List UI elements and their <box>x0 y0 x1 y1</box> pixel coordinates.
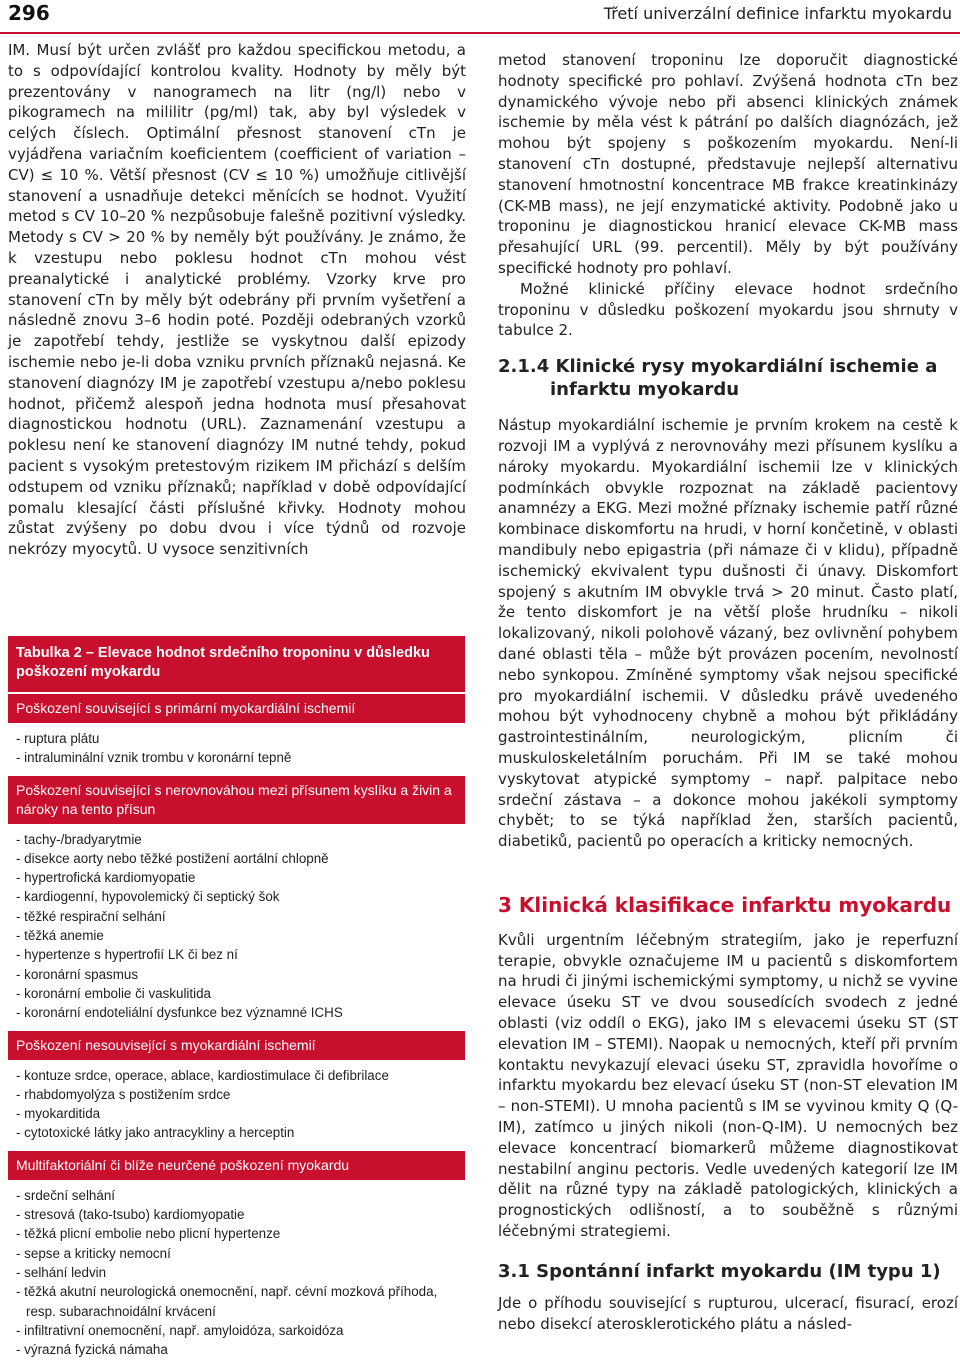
list-item: - selhání ledvin <box>16 1264 107 1280</box>
table-title: Tabulka 2 – Elevace hodnot srdečního troponinu v důsledku poškození myokardu <box>8 636 465 692</box>
right-column <box>498 50 958 1334</box>
list-item: - těžké respirační selhání <box>16 908 166 924</box>
list-item: - těžká plicní embolie nebo plicní hypertenze <box>16 1226 281 1242</box>
list-item: - těžká anemie <box>16 928 104 944</box>
table-section-list <box>8 723 465 774</box>
chapter-heading-3: 3 Klinická klasifikace infarktu myokardu <box>498 892 952 917</box>
header-rule <box>0 32 960 34</box>
left-column <box>8 40 466 560</box>
list-item: - kontuze srdce, operace, ablace, kardiostimulace či defibrilace <box>16 1067 389 1083</box>
list-item: - výrazná fyzická námaha <box>16 1342 168 1358</box>
table-section-heading: Poškození související s nerovnováhou mezi přísunem kyslíku a živin a nároky na tento přísun <box>8 774 465 824</box>
table-section-heading: Multifaktoriální či blíže neurčené poškození myokardu <box>8 1149 465 1180</box>
table-section-list <box>8 824 465 1029</box>
list-item: - koronární spasmus <box>16 966 139 982</box>
list-item: - infiltrativní onemocnění, např. amyloidóza, sarkoidóza <box>16 1322 344 1338</box>
list-item: - intraluminální vznik trombu v koronární tepně <box>16 750 292 766</box>
list-item: - hypertrofická kardiomyopatie <box>16 870 196 886</box>
list-item: - kardiogenní, hypovolemický či septický šok <box>16 889 280 905</box>
table-section-list <box>8 1060 465 1149</box>
table-section-heading: Poškození související s primární myokardiální ischemií <box>8 692 465 723</box>
body-paragraph: Jde o příhodu související s rupturou, ulcerací, fisurací, erozí nebo disekcí aterosklerotického plátu a násled- <box>498 1293 958 1333</box>
body-paragraph: Nástup myokardiální ischemie je prvním krokem na cestě k rozvoji IM a vyplývá z nerovnováhy mezi přísunem kyslíku a nároky myokardu. Myokardiální ischemii lze v klinických podmínkách obvykle rozpoznat na základě pacientovy anamnézy a EKG. Mezi možné příznaky ischemie patří různé kombinace diskomfortu na hrudi, v horní končetině, v oblasti mandibuly nebo epigastria (při námaze či v klidu), případně ischemický ekvivalent typu dušnosti či únavy. Diskomfort spojený s akutním IM obvykle trvá > 20 minut. Často platí, že tento diskomfort je na větší ploše hrudníku – nikoli lokalizovaný, nikoli polohově vázaný, bez ovlivnění pohybem dané oblasti těla – může být provázen pocením, nevolností nebo synkopou. Zmíněné symptomy však nejsou specifické pro myokardiální ischemii. V důsledku právě uvedeného mohou být vyhodnoceny chybně a mohou být přikládány gastrointestinálním, neurologickým, plicním či muskuloskeletálním poruchám. Při IM se také mohou vyskytovat atypické symptomy – např. palpitace nebo srdeční zástava – a dokonce mohou jakékoli symptomy chybět; to se týká například žen, starších pacientů, diabetiků, pacientů po operacích a kriticky nemocných. <box>498 416 958 851</box>
section-heading-3-1: 3.1 Spontánní infarkt myokardu (IM typu 1) <box>498 1260 941 1282</box>
page-number: 296 <box>8 1 50 25</box>
list-item: - myokarditida <box>16 1106 101 1122</box>
body-paragraph: Možné klinické příčiny elevace hodnot srdečního troponinu v důsledku poškození myokardu jsou shrnuty v tabulce 2. <box>498 279 958 340</box>
list-item: - koronární endoteliální dysfunkce bez významné ICHS <box>16 1005 343 1021</box>
list-item: - tachy-/bradyarytmie <box>16 831 142 847</box>
list-item: - stresová (tako-tsubo) kardiomyopatie <box>16 1207 245 1223</box>
list-item: - srdeční selhání <box>16 1187 115 1203</box>
list-item: - těžká akutní neurologická onemocnění, např. cévní mozková příhoda, resp. subarachnoidální krvácení <box>16 1284 438 1319</box>
list-item: - cytotoxické látky jako antracykliny a herceptin <box>16 1125 295 1141</box>
list-item: - koronární embolie či vaskulitida <box>16 985 211 1001</box>
list-item: - rhabdomyolýza s postižením srdce <box>16 1086 231 1102</box>
table-section-list <box>8 1180 465 1366</box>
list-item: - ruptura plátu <box>16 731 100 746</box>
body-paragraph: metod stanovení troponinu lze doporučit diagnostické hodnoty specifické pro pohlaví. Zvýšená hodnota cTn bez dynamického vývoje nebo při absenci klinických známek ischemie by měla vést k pátrání po dalších diagnózách, jež mohou být spojeny s poškozením myokardu. Není-li stanovení cTn dostupné, představuje nejlepší alternativu stanovení hmotnostní koncentrace MB frakce kreatinkinázy (CK-MB mass), ne její enzymatické aktivity. Podobně jako u troponinu je diagnostickou hranicí elevace CK-MB mass přesahující URL (99. percentil). Měly by být používány specifické hodnoty pro pohlaví. <box>498 51 958 277</box>
list-item: - disekce aorty nebo těžké postižení aortální chlopně <box>16 850 329 866</box>
body-paragraph: Kvůli urgentním léčebným strategiím, jako je reperfuzní terapie, obvykle označujeme IM u pacientů s diskomfortem na hrudi či jinými ischemickými symptomy, u nichž se vyvine elevace úseku ST ve dvou sousedících svodech z jedné oblasti (viz oddíl o EKG), jako IM s elevacemi úseku ST (ST elevation IM – STEMI). Naopak u nemocných, kteří při prvním kontaktu nevykazují elevaci úseku ST, zpravidla hovoříme o infarktu myokardu bez elevací úseku ST (non-ST elevation IM – non-STEMI). U mnoha pacientů s IM se vyvinou kmity Q (Q-IM), zatímco u jiných nikoli (non-Q-IM). U nemocných bez elevace koncentrací biomarkerů můžeme diagnostikovat nestabilní anginu pectoris. Vedle uvedených kategorií lze IM dělit na různé typy na základě patologických, klinických a prognostických odlišností, a to souběžně s různými léčebnými strategiemi. <box>498 930 958 1241</box>
table-section-heading: Poškození nesouvisející s myokardiální ischemií <box>8 1029 465 1060</box>
table-2 <box>8 636 465 1365</box>
list-item: - hypertenze s hypertrofií LK či bez ní <box>16 947 238 963</box>
list-item: - sepse a kriticky nemocní <box>16 1245 171 1261</box>
page-header <box>0 0 960 34</box>
body-paragraph: IM. Musí být určen zvlášť pro každou specifickou metodu, a to s odpovídající kontrolou kvality. Hodnoty by měly být prezentovány v nanogramech na litr (ng/l) nebo v pikogramech na mililitr (pg/ml) tak, aby byl výsledek v celých číslech. Optimální přesnost stanovení cTn je vyjádřena variačním koeficientem (coefficient of variation – CV) ≤ 10 %. Větší přesnost (CV ≤ 10 %) umožňuje citlivější stanovení a usnadňuje detekci měnících se hodnot. Využití metod s CV 10–20 % nezpůsobuje falešně pozitivní výsledky. Metody s CV > 20 % by neměly být používány. Je známo, že k vzestupu nebo poklesu hodnot cTn mohou vést preanalytické i analytické problémy. Vzorky krve pro stanovení cTn by měly být odebrány při prvním vyšetření a následně znovu 3–6 hodin poté. Později odebraných vzorků je zapotřebí tehdy, jestliže se vyskytnou další epizody ischemie nebo je-li doba vzniku prvních příznaků nejasná. Ke stanovení diagnózy IM je zapotřebí vzestupu a/nebo poklesu hodnot, přičemž alespoň jedna hodnota musí přesahovat diagnostickou hodnotu (URL). Zaznamenání vzestupu a poklesu není ke stanovení diagnózy IM nutné tehdy, pokud pacient s vysokým pretestovým rizikem IM přichází s delším odstupem od vzniku příznaků; například v době odpovídající pomalu klesající části příslušné křivky. Hodnoty mohou zůstat zvýšeny po dobu dvou i více týdnů od rozvoje nekrózy myocytů. U vysoce senzitivních <box>8 41 466 559</box>
section-heading-2-1-4: 2.1.4 Klinické rysy myokardiální ischemie a infarktu myokardu <box>498 356 938 401</box>
running-title: Třetí univerzální definice infarktu myokardu <box>603 4 952 23</box>
